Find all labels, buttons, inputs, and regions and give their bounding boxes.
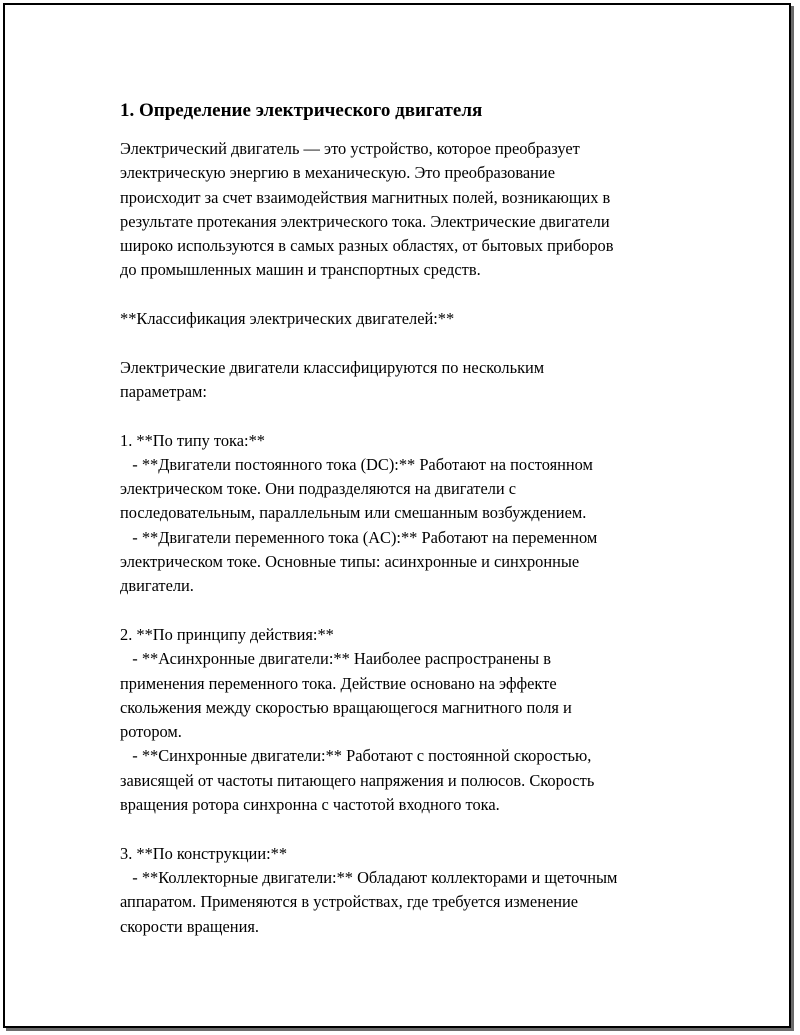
document-page (3, 3, 791, 1028)
classification-intro: Электрические двигатели классифицируются по нескольким параметрам: (120, 357, 545, 401)
classification-heading: **Классификация электрических двигателей:** (120, 309, 455, 329)
spacer (120, 599, 700, 623)
section-2-item-sync: - **Синхронные двигатели:** Работают с постоянной скоростью, зависящей от частоты питающего напряжения и полюсов. Скорость вращения ротора синхронна с частотой входного тока. (120, 746, 595, 815)
intro-paragraph: Электрический двигатель — это устройство, которое преобразует электрическую энергию в механическую. Это преобразование происходит за счет взаимодействия магнитных полей, возникающих в результате протекания электрического тока. Электрические двигатели широко используются в самых разных областях, от бытовых приборов до промышленных машин и транспортных средств. (120, 139, 614, 280)
section-1-item-ac: - **Двигатели переменного тока (AC):** Работают на переменном электрическом токе. Основные типы: асинхронные и синхронные двигатели. (120, 527, 598, 596)
section-2-heading: 2. **По принципу действия:** (120, 624, 334, 644)
document-title: 1. Определение электрического двигателя (120, 100, 483, 121)
section-2-item-async: - **Асинхронные двигатели:** Наиболее распространены в применения переменного тока. Действие основано на эффекте скольжения между скоростью вращающегося магнитного поля и ротором. (120, 649, 572, 742)
spacer (120, 283, 700, 307)
section-1-item-dc: - **Двигатели постоянного тока (DC):** Работают на постоянном электрическом токе. Они подразделяются на двигатели с последовательным, параллельным или смешанным возбуждением. (120, 454, 593, 523)
document-content (120, 98, 700, 939)
spacer (120, 404, 700, 428)
spacer (120, 331, 700, 355)
section-3-heading: 3. **По конструкции:** (120, 843, 288, 863)
section-3-item-collector: - **Коллекторные двигатели:** Обладают коллекторами и щеточным аппаратом. Применяются в устройствах, где требуется изменение скорости вращения. (120, 867, 618, 936)
spacer (120, 817, 700, 841)
section-1-heading: 1. **По типу тока:** (120, 430, 265, 450)
